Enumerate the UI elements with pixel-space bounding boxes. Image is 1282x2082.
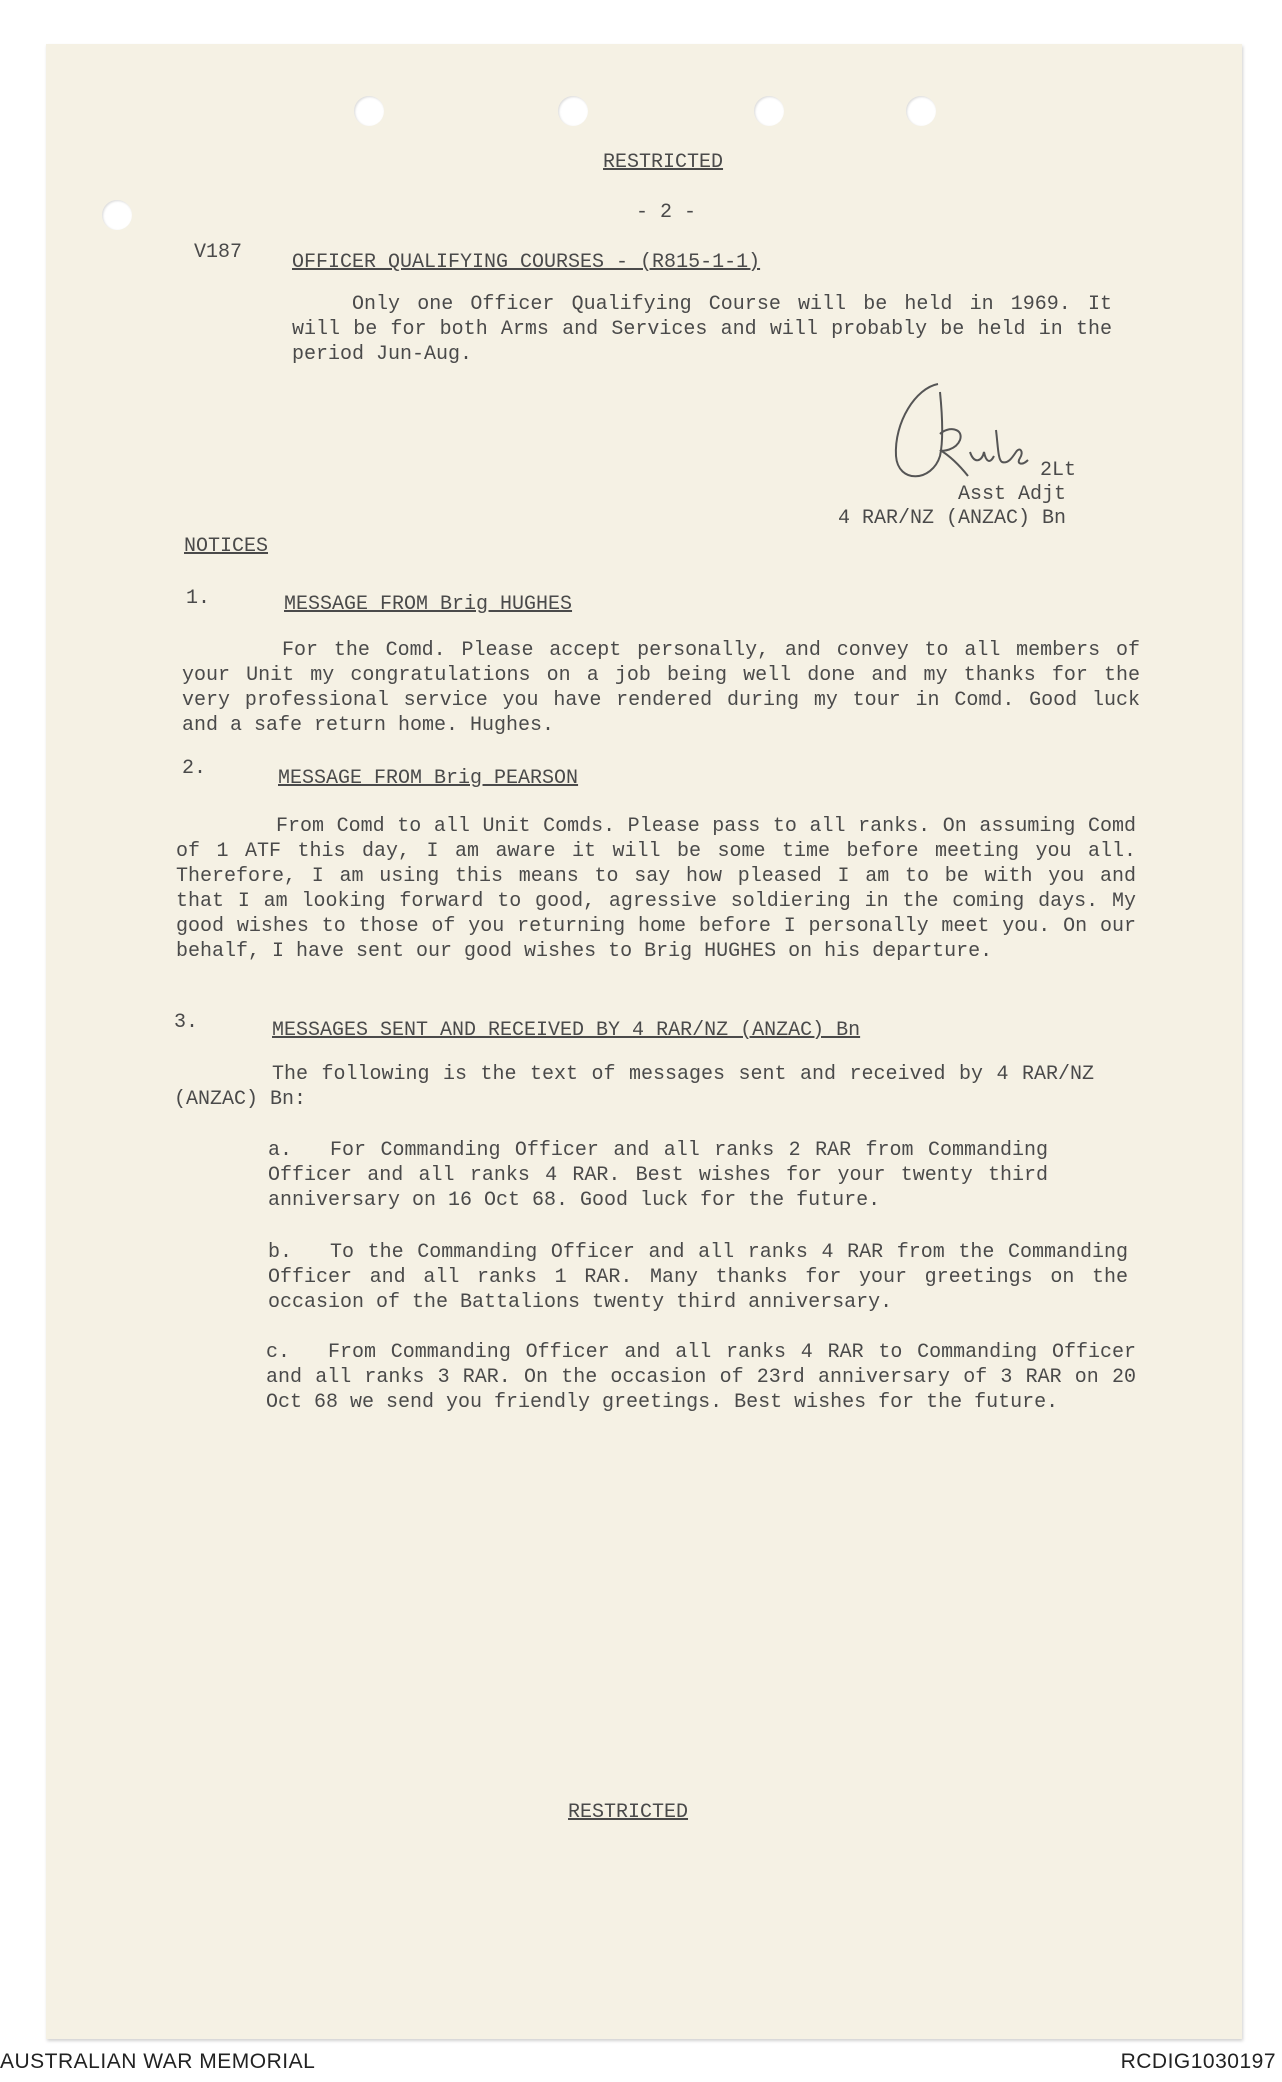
page-number: - 2 -: [636, 201, 697, 224]
notice-number: 1.: [186, 587, 211, 610]
notice-intro: The following is the text of messages sent and received by 4 RAR/NZ (ANZAC) Bn:: [174, 1063, 1094, 1111]
punch-hole: [754, 96, 784, 126]
notice-number: 3.: [174, 1011, 199, 1034]
section-body: Only one Officer Qualifying Course will be held in 1969. It will be for both Arms and Services and will probably be held in the period Jun-Aug.: [292, 293, 1112, 366]
section-ref: V187: [194, 241, 243, 264]
header-classification: RESTRICTED: [603, 151, 724, 174]
notice-number: 2.: [182, 757, 207, 780]
footer-classification: RESTRICTED: [568, 1801, 689, 1824]
notice-title: MESSAGES SENT AND RECEIVED BY 4 RAR/NZ (ANZAC) Bn: [272, 1019, 861, 1042]
caption-source: AUSTRALIAN WAR MEMORIAL: [0, 2050, 316, 2073]
punch-hole: [354, 96, 384, 126]
sub-item-letter: a.: [268, 1139, 293, 1162]
punch-hole: [558, 96, 588, 126]
punch-hole: [906, 96, 936, 126]
punch-hole: [102, 200, 132, 230]
section-title: OFFICER QUALIFYING COURSES - (R815-1-1): [292, 251, 761, 274]
sub-item-text: To the Commanding Officer and all ranks 4 RAR from the Commanding Officer and all ranks 1 RAR. Many thanks for your greetings on the occasion of the Battalions twenty third anniversary.: [268, 1241, 1128, 1314]
caption-id: RCDIG1030197: [1120, 2050, 1276, 2073]
signatory-unit: 4 RAR/NZ (ANZAC) Bn: [838, 507, 1067, 530]
notice-title: MESSAGE FROM Brig HUGHES: [284, 593, 573, 616]
sub-item-text: For Commanding Officer and all ranks 2 RAR from Commanding Officer and all ranks 4 RAR. Best wishes for your twenty third anniversary on 16 Oct 68. Good luck for the future.: [268, 1139, 1048, 1212]
notice-body: From Comd to all Unit Comds. Please pass to all ranks. On assuming Comd of 1 ATF this day, I am aware it will be some time before meeting you all. Therefore, I am using this means to say how pleased I am to be with you and that I am looking forward to good, agressive soldiering in the coming days. My good wishes to those of you returning home before I personally meet you. On our behalf, I have sent our good wishes to Brig HUGHES on his departure.: [176, 815, 1136, 963]
notice-body: For the Comd. Please accept personally, and convey to all members of your Unit my congratulations on a job being well done and my thanks for the very professional service you have rendered during my tour in Comd. Good luck and a safe return home. Hughes.: [182, 639, 1140, 737]
signatory-rank: 2Lt: [1040, 459, 1077, 482]
sub-item-letter: c.: [266, 1341, 291, 1364]
notice-title: MESSAGE FROM Brig PEARSON: [278, 767, 579, 790]
signature: [870, 370, 1030, 495]
sub-item-text: From Commanding Officer and all ranks 4 RAR to Commanding Officer and all ranks 3 RAR. On the occasion of 23rd anniversary of 3 RAR on 20 Oct 68 we send you friendly greetings. Best wishes for the future.: [266, 1341, 1136, 1414]
signatory-appointment: Asst Adjt: [958, 483, 1067, 506]
notices-heading: NOTICES: [184, 535, 269, 558]
sub-item-letter: b.: [268, 1241, 293, 1264]
